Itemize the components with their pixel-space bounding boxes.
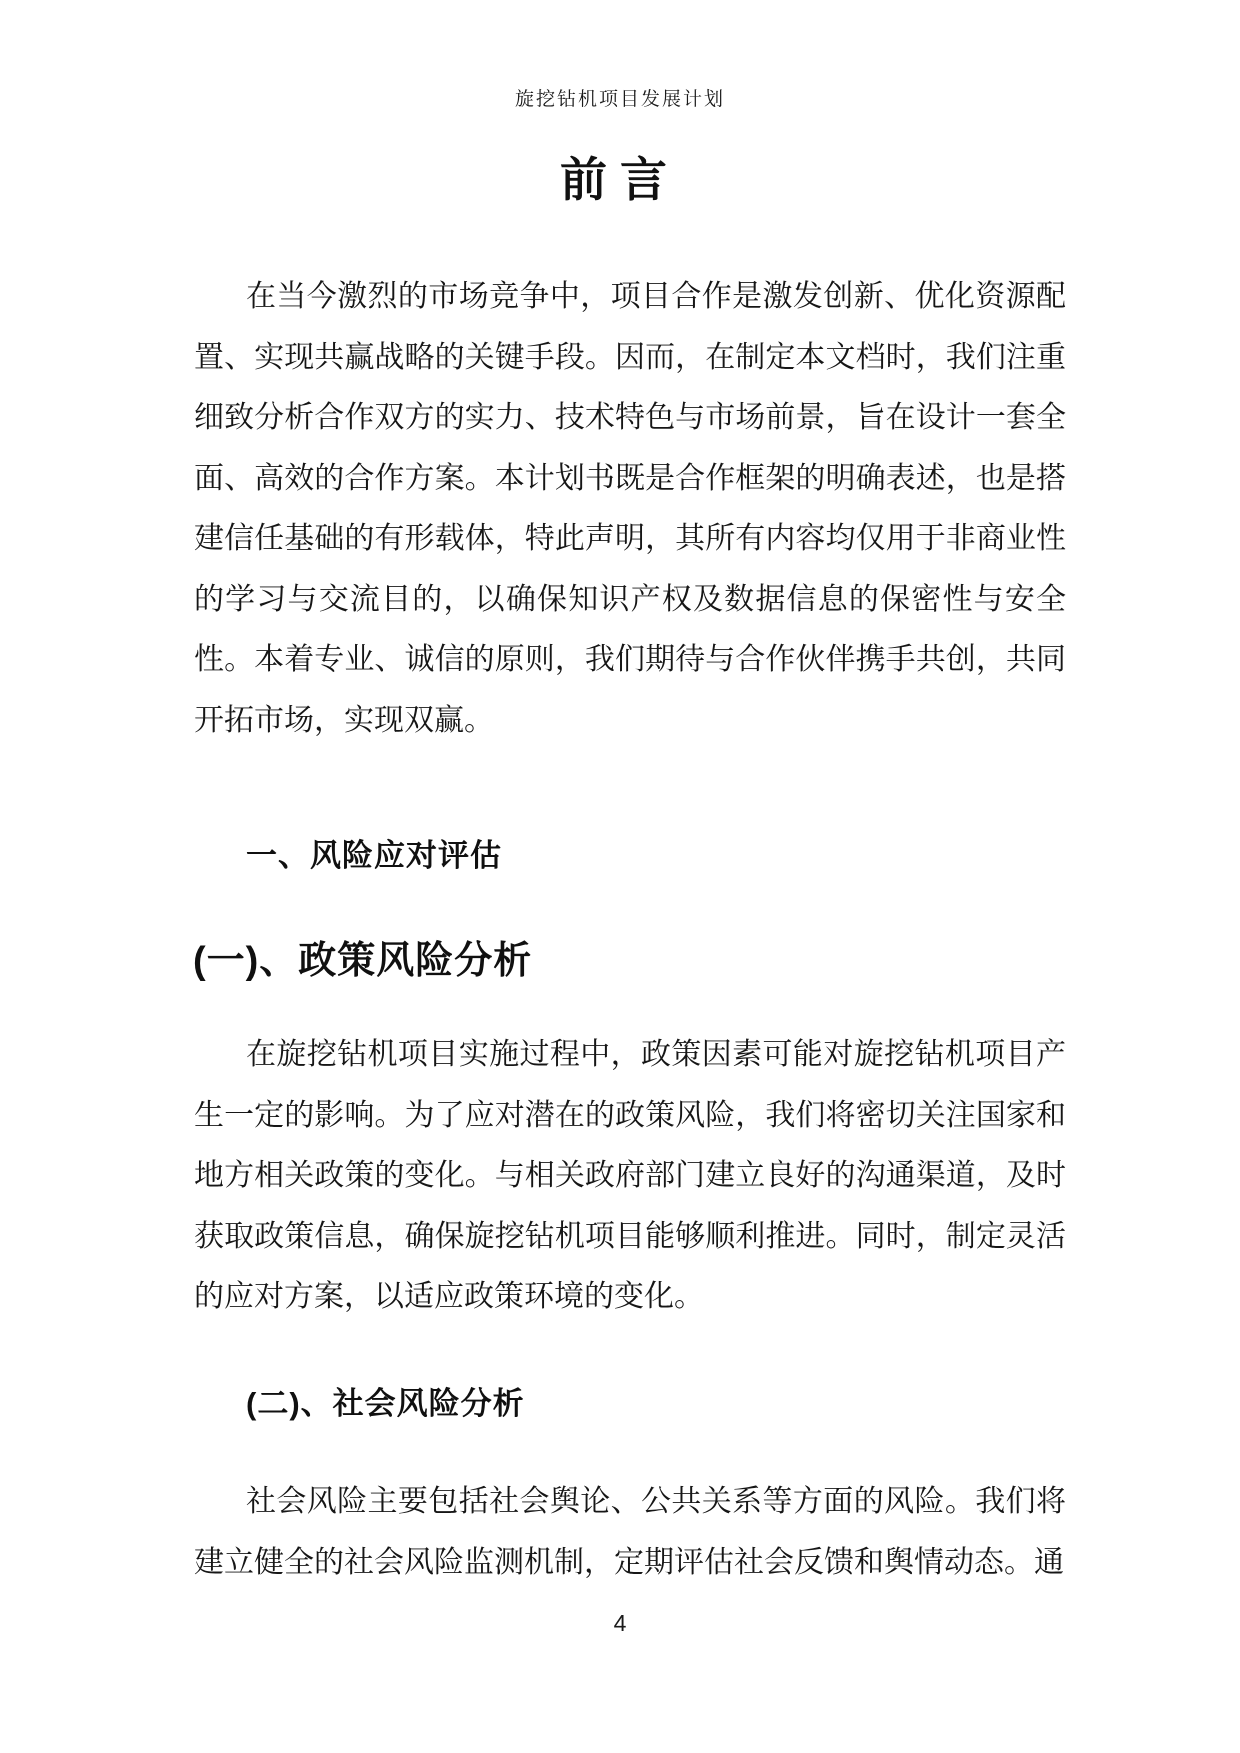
policy-risk-paragraph: 在旋挖钻机项目实施过程中，政策因素可能对旋挖钻机项目产生一定的影响。为了应对潜在的政策风险，我们将密切关注国家和地方相关政策的变化。与相关政府部门建立良好的沟通渠道，及时获取政策信息，确保旋挖钻机项目能够顺利推进。同时，制定灵活的应对方案，以适应政策环境的变化。 [194,1038,1066,1313]
section-heading-risk-assessment: 一、风险应对评估 [246,838,502,873]
social-risk-paragraph: 社会风险主要包括社会舆论、公共关系等方面的风险。我们将建立健全的社会风险监测机制，定期评估社会反馈和舆情动态。通 [194,1485,1066,1579]
running-header: 旋挖钻机项目发展计划 [514,89,725,110]
page-number: 4 [613,1610,627,1636]
page-title: 前言 [560,155,680,207]
subsection-heading-social-risk: (二)、社会风险分析 [246,1386,525,1421]
intro-paragraph: 在当今激烈的市场竞争中，项目合作是激发创新、优化资源配置、实现共赢战略的关键手段。因而，在制定本文档时，我们注重细致分析合作双方的实力、技术特色与市场前景，旨在设计一套全面、高效的合作方案。本计划书既是合作框架的明确表述，也是搭建信任基础的有形载体，特此声明，其所有内容均仅用于非商业性的学习与交流目的，以确保知识产权及数据信息的保密性与安全性。本着专业、诚信的原则，我们期待与合作伙伴携手共创，共同开拓市场，实现双赢。 [194,280,1066,737]
subsection-heading-policy-risk: (一)、政策风险分析 [193,940,533,982]
